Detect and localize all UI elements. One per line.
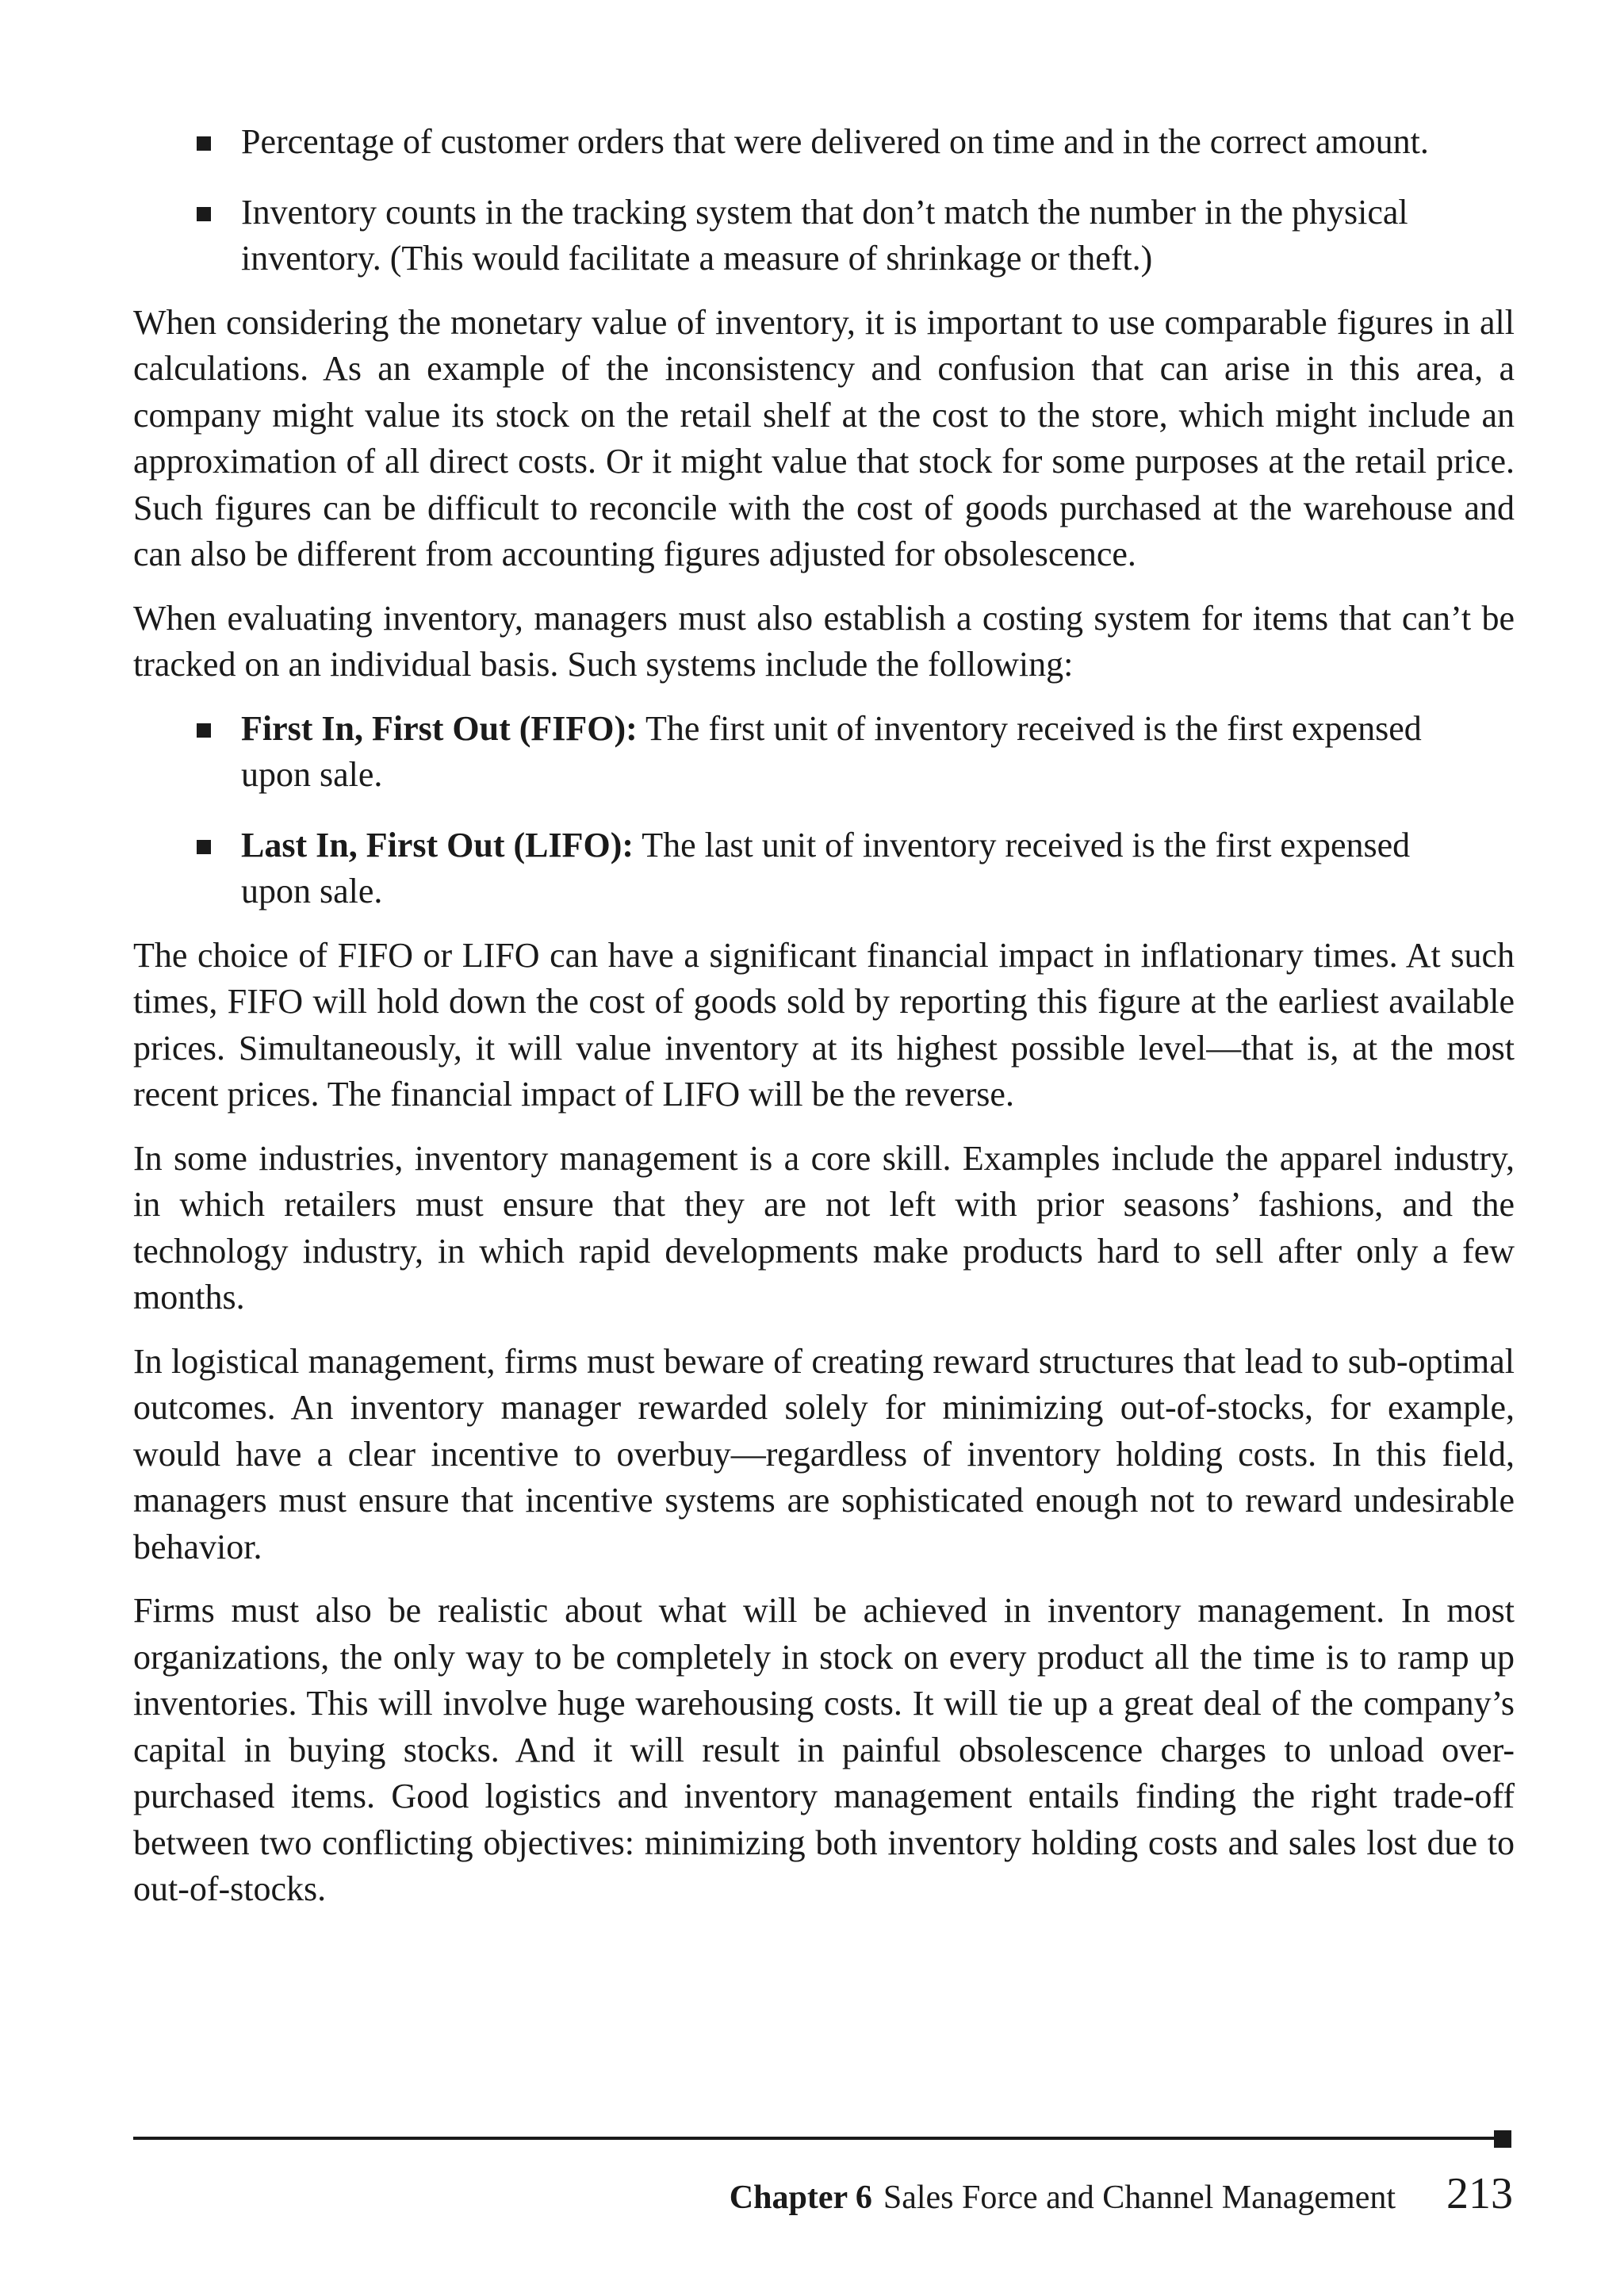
list-item — [133, 706, 1515, 799]
lifo-term: Last In, First Out (LIFO): — [241, 825, 634, 864]
bullet-list-costing-methods — [133, 706, 1515, 915]
paragraph-costing-system: When evaluating inventory, managers must also establish a costing system for items that can’t be tracked on an individual basis. Such systems include the following: — [133, 598, 1515, 684]
list-item — [133, 822, 1515, 915]
list-item-text: Percentage of customer orders that were delivered on time and in the correct amount. — [241, 122, 1429, 161]
page-number: 213 — [1446, 2169, 1513, 2218]
list-item — [133, 119, 1515, 166]
list-item-text: Inventory counts in the tracking system that don’t match the number in the physical inventory. (This would facilitate a measure of shrinkage or theft.) — [241, 192, 1408, 278]
paragraph-fifo-lifo-impact: The choice of FIFO or LIFO can have a significant financial impact in inflationary times. At such times, FIFO will hold down the cost of goods sold by reporting this figure at the earliest available prices. Simultaneously, it will value inventory at its highest possible level—that is, at the most recent prices. The financial impact of LIFO will be the reverse. — [133, 935, 1515, 1114]
paragraph-monetary-value: When considering the monetary value of inventory, it is important to use comparable figures in all calculations. As an example of the inconsistency and confusion that can arise in this area, a company might value its stock on the retail shelf at the cost to the store, which might include an approximation of all direct costs. Or it might value that stock for some purposes at the retail price. Such figures can be difficult to reconcile with the cost of goods purchased at the warehouse and can also be different from accounting figures adjusted for obsolescence. — [133, 302, 1515, 573]
footer-square-icon — [1494, 2130, 1511, 2148]
chapter-title: Sales Force and Channel Management — [883, 2179, 1396, 2216]
bullet-list-metrics — [133, 119, 1515, 282]
bullet-square-icon — [197, 207, 211, 221]
paragraph-core-skill: In some industries, inventory management is a core skill. Examples include the apparel industry, in which retailers must ensure that they are not left with prior seasons’ fashions, and the technology industry, in which rapid developments make products hard to sell after only a few months. — [133, 1138, 1515, 1317]
page-footer — [729, 2169, 1513, 2220]
bullet-square-icon — [197, 723, 211, 738]
fifo-definition: The first unit of inventory received is the first expensed upon sale. — [241, 708, 1422, 794]
page-body — [133, 119, 1515, 1930]
fifo-term: First In, First Out (FIFO): — [241, 708, 638, 748]
lifo-definition: The last unit of inventory received is the first expensed upon sale. — [241, 825, 1411, 910]
paragraph-reward-structures: In logistical management, firms must beware of creating reward structures that lead to sub-optimal outcomes. An inventory manager rewarded solely for minimizing out-of-stocks, for example, would have a clear incentive to overbuy—regardless of inventory holding costs. In this field, managers must ensure that incentive systems are sophisticated enough not to reward undesirable behavior. — [133, 1341, 1515, 1566]
paragraph-realistic-expectations: Firms must also be realistic about what will be achieved in inventory management. In most organizations, the only way to be completely in stock on every product all the time is to ramp up inventories. This will involve huge warehousing costs. It will tie up a great deal of the company’s capital in buying stocks. And it will result in painful obsolescence charges to unload over-purchased items. Good logistics and inventory management entails finding the right trade-off between two conflicting objectives: minimizing both inventory holding costs and sales lost due to out-of-stocks. — [133, 1591, 1515, 1908]
list-item — [133, 190, 1515, 282]
footer-divider — [133, 2137, 1499, 2140]
chapter-label: Chapter 6 — [729, 2179, 872, 2216]
bullet-square-icon — [197, 840, 211, 854]
bullet-square-icon — [197, 136, 211, 151]
